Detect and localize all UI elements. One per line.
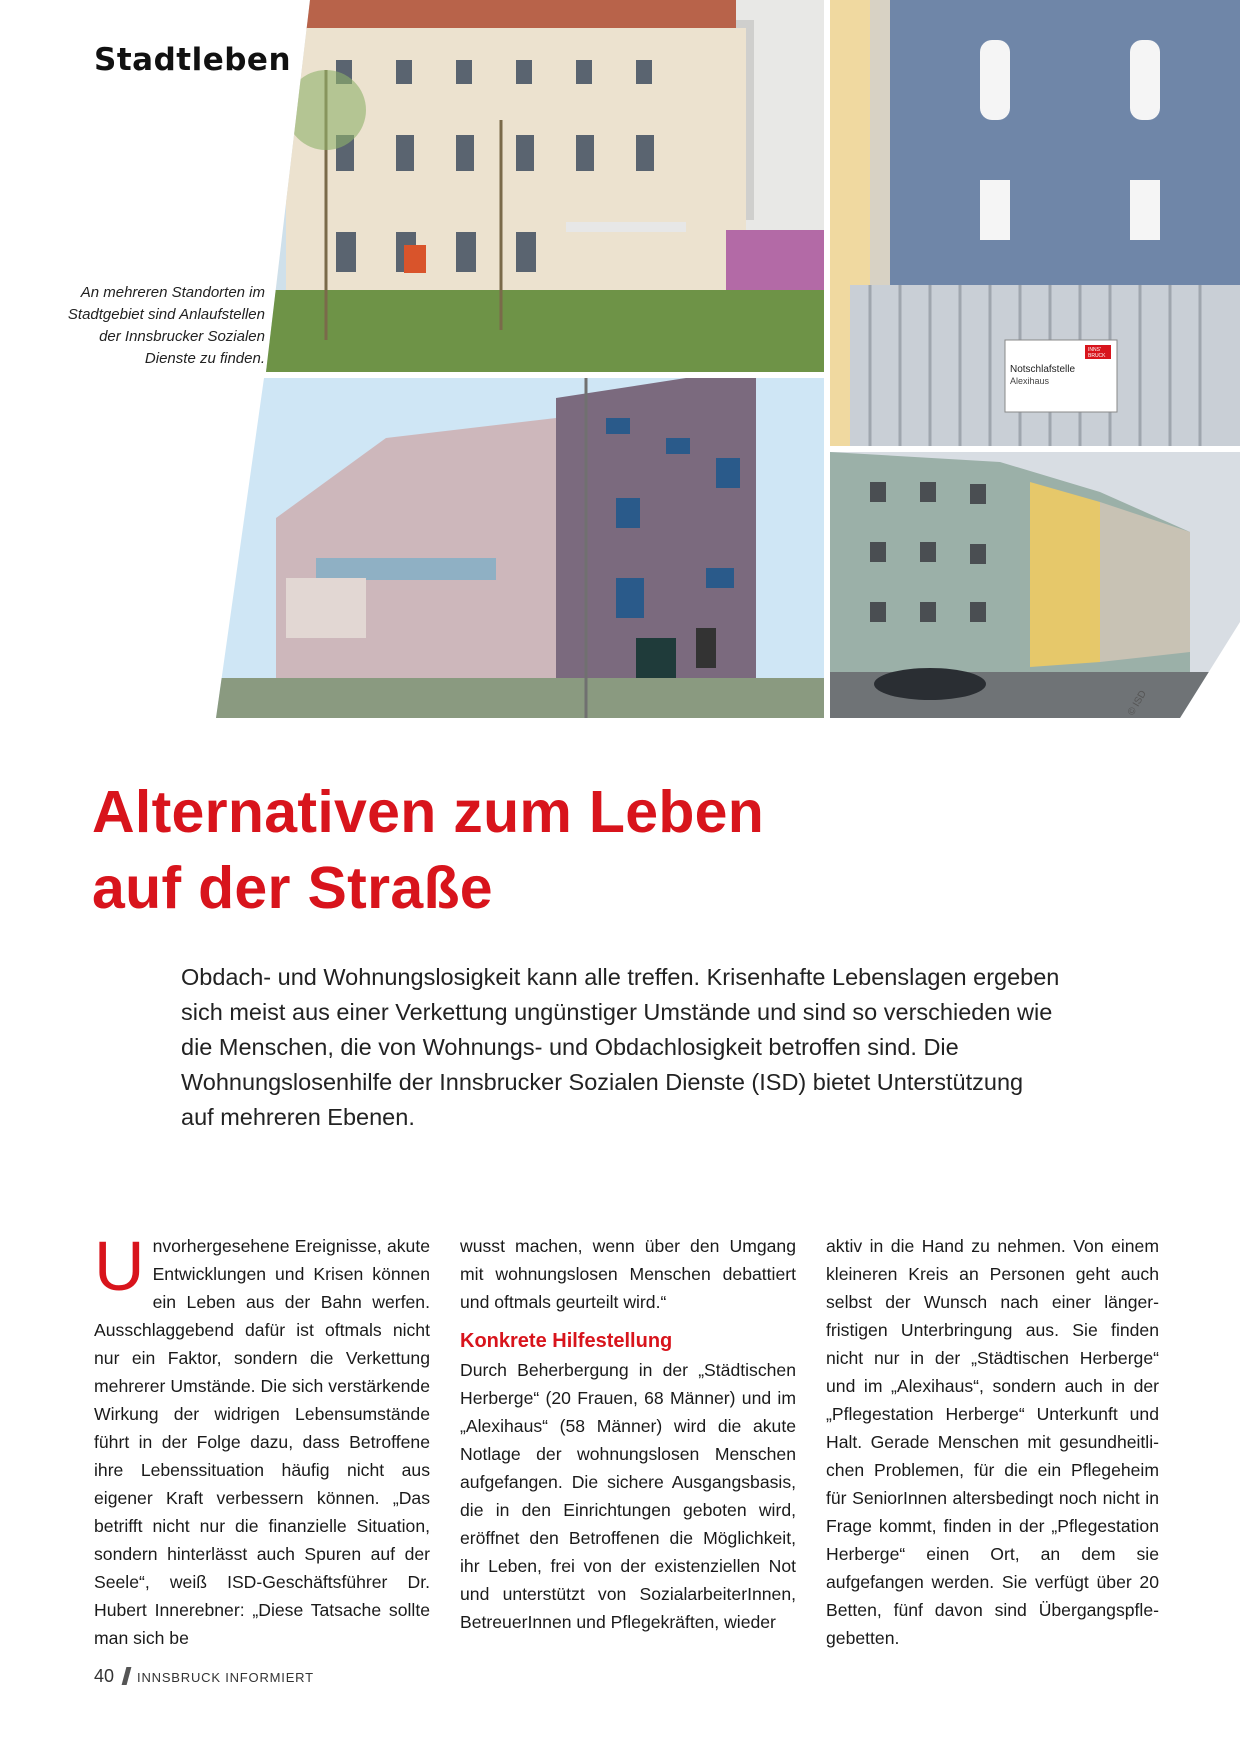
photo-street-herberge: [830, 452, 1240, 718]
lead-paragraph: Obdach- und Wohnungslosigkeit kann alle treffen. Krisenhafte Lebenslagen ergeben sich meist aus einer Verkettung ungünstiger Umstände und sind so verschieden wie die Menschen, die von Wohnungs- und Obdachlosigkeit betroffen sind. Die Wohnungslosenhilfe der Innsbrucker Sozialen Dienste (ISD) bietet Unterstützung auf mehreren Ebenen.: [181, 964, 1060, 1130]
page-footer: [94, 1666, 314, 1687]
drop-cap: U: [94, 1227, 145, 1305]
sign-brand-top: INNS': [1088, 347, 1101, 353]
headline: [92, 774, 764, 926]
body-column-3: [826, 1232, 1159, 1652]
body-column-1: [94, 1227, 430, 1652]
body-text-2: wusst machen, wenn über den Umgang mit wohnungslosen Menschen debattiert und oftmals geurteilt wird.“: [460, 1236, 796, 1312]
headline-line2: auf der Straße: [92, 855, 493, 921]
body-text-3: Durch Beherbergung in der „Städtischen Herberge“ (20 Frauen, 68 Männer) und im „Alexihaus“ (58 Männer) wird die akute Notlage der wohnungslosen Menschen aufgefangen. Die sichere Ausgangsbasis, die in den Einrichtungen geboten wird, eröffnet den Betroffenen die Möglichkeit, ihr Leben, frei von der existenziellen Not und unterstützt von SozialarbeiterInnen, BetreuerInnen und Pflegekräften, wieder: [460, 1360, 796, 1632]
body-column-2: [460, 1232, 796, 1636]
section-label: Stadtleben: [94, 42, 292, 78]
photo-courtyard-building: [266, 0, 824, 372]
sign-line2: Alexihaus: [1010, 376, 1050, 386]
photo-modern-building: [216, 378, 824, 718]
body-text-4: aktiv in die Hand zu nehmen. Von einem kleineren Kreis an Personen geht auch selbst der Wunsch nach einer längerfristigen Unterbringung aus. Sie finden nicht nur in der „Städtischen Herberge“ und im „Alexihaus“, sondern auch in der „Pflegestation Herberge“ Unterkunft und Halt. Gerade Menschen mit gesundheitlichen Problemen, für die ein Pflegeheim für SeniorInnen altersbedingt noch nicht in Frage kommt, finden in der „Pflegestation Herberge“ einen Ort, an dem sie aufgefangen werden. Sie verfügt über 20 Betten, fünf davon sind Übergangspflegebetten.: [826, 1236, 1159, 1648]
page-number: 40: [94, 1666, 115, 1686]
footer-divider: [122, 1667, 132, 1685]
photo-caption: An mehreren Standorten im Stadtgebiet sind Anlaufstellen der Innsbrucker Sozialen Dienste zu finden.: [67, 284, 265, 367]
publication-name: INNSBRUCK INFORMIERT: [137, 1670, 314, 1685]
sign-line1: Notschlafstelle: [1010, 364, 1076, 375]
headline-line1: Alternativen zum Leben: [92, 779, 765, 845]
subheading: Konkrete Hilfestellung: [460, 1330, 673, 1352]
sign-brand-bottom: BRUCK: [1088, 353, 1106, 359]
photo-credit: © ISD: [1126, 688, 1149, 718]
body-text-1: nvorhergesehene Ereignisse, akute Entwicklungen und Krisen können ein Leben aus der Bahn werfen. Ausschlaggebend dafür ist oftmals nicht nur ein Faktor, sondern die Verkettung mehrerer Umstände. Die sich verstärkende Wirkung der widrigen Lebensumstände führt in der Folge dazu, dass Betroffene ihre Lebenssituation häufig nicht aus eigener Kraft verbessern können. „Das betrifft nicht nur die finanzielle Situation, sondern hinterlässt auch Spuren auf der Seele“, weiß ISD-Geschäftsführer Dr. Hubert Innerebner: „Diese Tatsache sollte man sich be: [94, 1236, 430, 1648]
photo-alexihaus-entrance: [830, 0, 1240, 446]
